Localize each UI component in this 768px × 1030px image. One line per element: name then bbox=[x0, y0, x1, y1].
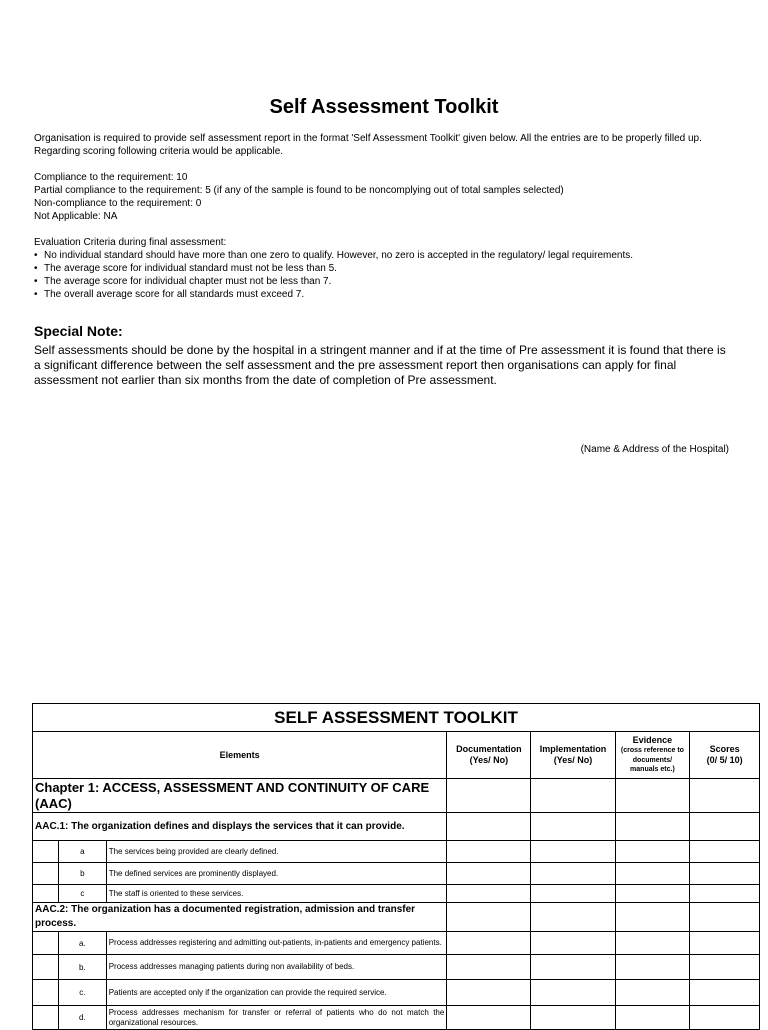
indent-cell bbox=[33, 885, 59, 903]
table-title: SELF ASSESSMENT TOOLKIT bbox=[33, 704, 760, 732]
evidence-cell[interactable] bbox=[615, 980, 690, 1006]
documentation-cell[interactable] bbox=[447, 885, 531, 903]
score-cell[interactable] bbox=[690, 813, 760, 841]
elements-header: Elements bbox=[33, 732, 447, 779]
implementation-cell[interactable] bbox=[531, 980, 615, 1006]
score-cell[interactable] bbox=[690, 932, 760, 955]
documentation-cell[interactable] bbox=[447, 813, 531, 841]
page-title: Self Assessment Toolkit bbox=[269, 96, 499, 118]
criteria-item: • The average score for individual chapter must not be less than 7. bbox=[34, 275, 734, 288]
criteria-item: • No individual standard should have more than one zero to qualify. However, no zero is accepted in the regulatory/ legal requirements. bbox=[34, 249, 734, 262]
scoring-line: Partial compliance to the requirement: 5 (if any of the sample is found to be noncomplying out of total samples selected) bbox=[34, 185, 564, 196]
score-cell[interactable] bbox=[690, 885, 760, 903]
implementation-cell[interactable] bbox=[531, 841, 615, 863]
evidence-cell[interactable] bbox=[615, 1006, 690, 1030]
element-letter: c. bbox=[58, 980, 106, 1006]
criteria-item: • The overall average score for all standards must exceed 7. bbox=[34, 288, 734, 301]
element-text: The services being provided are clearly defined. bbox=[106, 841, 447, 863]
indent-cell bbox=[33, 841, 59, 863]
evaluation-criteria-list bbox=[34, 249, 734, 301]
implementation-header bbox=[531, 732, 615, 779]
element-letter: b bbox=[58, 863, 106, 885]
element-letter: b. bbox=[58, 955, 106, 980]
evidence-cell[interactable] bbox=[615, 885, 690, 903]
evidence-header-label: Evidence bbox=[632, 735, 673, 746]
element-text: The staff is oriented to these services. bbox=[106, 885, 447, 903]
score-cell[interactable] bbox=[690, 903, 760, 932]
implementation-cell[interactable] bbox=[531, 903, 615, 932]
scoring-line: Compliance to the requirement: 10 bbox=[34, 172, 188, 183]
indent-cell bbox=[33, 932, 59, 955]
self-assessment-table bbox=[32, 703, 760, 1030]
evidence-cell[interactable] bbox=[615, 779, 690, 813]
special-note-text: Self assessments should be done by the hospital in a stringent manner and if at the time of Pre assessment it is found that there is a significant difference between the self assessment and the pre assessment report then organisations can apply for final assessment not earlier than six months from the date of completion of Pre assessment. bbox=[34, 343, 726, 387]
implementation-cell[interactable] bbox=[531, 813, 615, 841]
documentation-cell[interactable] bbox=[447, 1006, 531, 1030]
indent-cell bbox=[33, 955, 59, 980]
score-cell[interactable] bbox=[690, 1006, 760, 1030]
hospital-name-placeholder: (Name & Address of the Hospital) bbox=[580, 444, 729, 455]
scoring-line: Not Applicable: NA bbox=[34, 211, 118, 222]
scores-header-sub: (0/ 5/ 10) bbox=[706, 755, 743, 765]
element-text: Process addresses registering and admitting out-patients, in-patients and emergency patients. bbox=[106, 932, 447, 955]
evidence-header-sub: documents/ bbox=[632, 756, 673, 764]
implementation-cell[interactable] bbox=[531, 955, 615, 980]
evidence-cell[interactable] bbox=[615, 903, 690, 932]
evidence-cell[interactable] bbox=[615, 841, 690, 863]
implementation-cell[interactable] bbox=[531, 1006, 615, 1030]
documentation-cell[interactable] bbox=[447, 841, 531, 863]
element-letter: a. bbox=[58, 932, 106, 955]
standard-label: AAC.1: The organization defines and displays the services that it can provide. bbox=[33, 813, 447, 841]
evidence-header-sub: manuals etc.) bbox=[630, 766, 675, 774]
standard-label: AAC.2: The organization has a documented registration, admission and transfer process. bbox=[33, 903, 447, 932]
implementation-header-label: Implementation bbox=[539, 744, 607, 754]
evidence-header-sub: (cross reference to bbox=[620, 747, 684, 755]
instructions-section bbox=[34, 132, 734, 301]
element-letter: c bbox=[58, 885, 106, 903]
evidence-header bbox=[615, 732, 690, 779]
documentation-cell[interactable] bbox=[447, 955, 531, 980]
documentation-cell[interactable] bbox=[447, 932, 531, 955]
element-text: Patients are accepted only if the organization can provide the required service. bbox=[106, 980, 447, 1006]
chapter-heading: Chapter 1: ACCESS, ASSESSMENT AND CONTINUITY OF CARE (AAC) bbox=[33, 779, 447, 813]
documentation-cell[interactable] bbox=[447, 980, 531, 1006]
implementation-cell[interactable] bbox=[531, 932, 615, 955]
element-text: The defined services are prominently displayed. bbox=[106, 863, 447, 885]
element-text: Process addresses mechanism for transfer or referral of patients who do not match the organizational resources. bbox=[106, 1006, 447, 1030]
documentation-header-sub: (Yes/ No) bbox=[469, 755, 509, 765]
evidence-cell[interactable] bbox=[615, 932, 690, 955]
documentation-cell[interactable] bbox=[447, 863, 531, 885]
scores-header-label: Scores bbox=[709, 744, 740, 754]
special-note-heading: Special Note: bbox=[34, 323, 123, 339]
implementation-cell[interactable] bbox=[531, 779, 615, 813]
score-cell[interactable] bbox=[690, 955, 760, 980]
evidence-cell[interactable] bbox=[615, 863, 690, 885]
indent-cell bbox=[33, 1006, 59, 1030]
documentation-cell[interactable] bbox=[447, 903, 531, 932]
documentation-header bbox=[447, 732, 531, 779]
evidence-cell[interactable] bbox=[615, 955, 690, 980]
indent-cell bbox=[33, 980, 59, 1006]
element-letter: d. bbox=[58, 1006, 106, 1030]
evaluation-heading: Evaluation Criteria during final assessment: bbox=[34, 237, 227, 248]
criteria-item: • The average score for individual standard must not be less than 5. bbox=[34, 262, 734, 275]
score-cell[interactable] bbox=[690, 779, 760, 813]
score-cell[interactable] bbox=[690, 980, 760, 1006]
implementation-header-sub: (Yes/ No) bbox=[553, 755, 593, 765]
evidence-cell[interactable] bbox=[615, 813, 690, 841]
score-cell[interactable] bbox=[690, 841, 760, 863]
implementation-cell[interactable] bbox=[531, 863, 615, 885]
element-text: Process addresses managing patients during non availability of beds. bbox=[106, 955, 447, 980]
scores-header bbox=[690, 732, 760, 779]
score-cell[interactable] bbox=[690, 863, 760, 885]
indent-cell bbox=[33, 863, 59, 885]
element-letter: a bbox=[58, 841, 106, 863]
scoring-line: Non-compliance to the requirement: 0 bbox=[34, 198, 202, 209]
intro-paragraph: Organisation is required to provide self assessment report in the format 'Self Assessment Toolkit' given below. All the entries are to be properly filled up. Regarding scoring following criteria would be applicable. bbox=[34, 133, 702, 157]
implementation-cell[interactable] bbox=[531, 885, 615, 903]
documentation-cell[interactable] bbox=[447, 779, 531, 813]
documentation-header-label: Documentation bbox=[456, 744, 522, 754]
